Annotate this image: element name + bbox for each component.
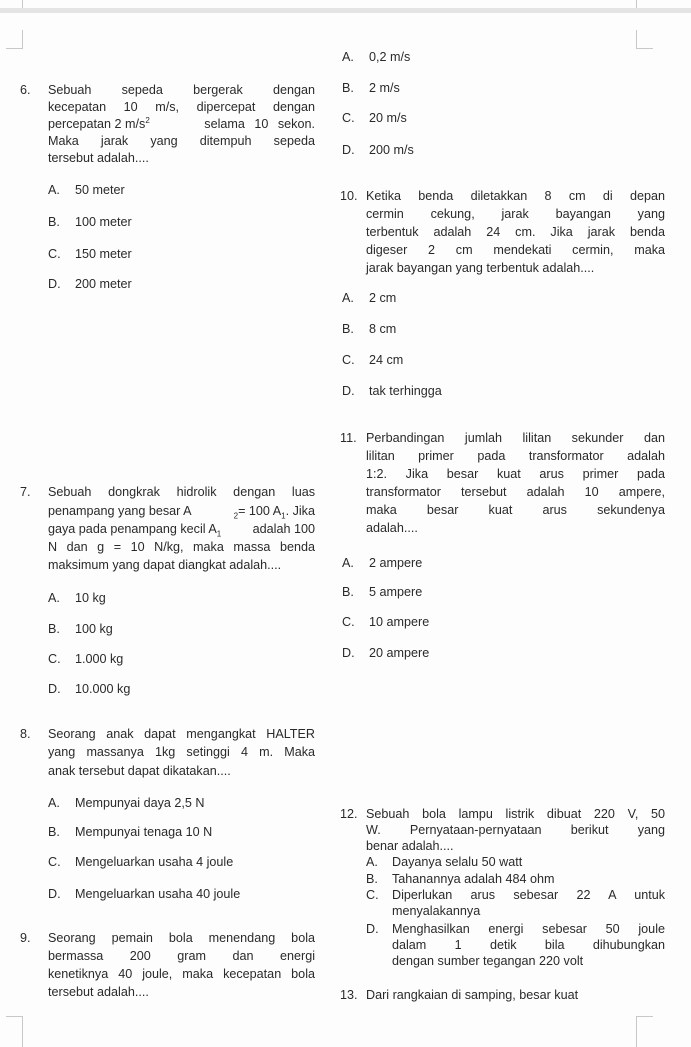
option-d[interactable]: [48, 276, 132, 292]
question-line: Seorang pemain bola menendang bola: [48, 931, 315, 945]
crop-mark: [6, 1016, 23, 1047]
option-letter: B.: [366, 872, 378, 886]
option-letter: D.: [48, 887, 61, 901]
option-text: 100 kg: [75, 622, 113, 636]
option-a[interactable]: [48, 182, 125, 198]
option-letter: B.: [342, 81, 354, 95]
option-letter: D.: [48, 682, 61, 696]
option-d[interactable]: [342, 645, 429, 661]
crop-mark: [636, 0, 637, 8]
question-line: yang massanya 1kg setinggi 4 m. Maka: [48, 745, 315, 759]
option-letter: C.: [342, 111, 355, 125]
crop-mark: [22, 0, 23, 8]
option-letter: C.: [48, 652, 61, 666]
option-text: 2 cm: [369, 291, 397, 305]
crop-mark: [6, 30, 23, 49]
option-letter: D.: [366, 922, 379, 936]
option-letter: C.: [342, 615, 355, 629]
question-line: maksimum yang dapat diangkat adalah....: [48, 558, 282, 572]
option-letter: B.: [48, 622, 60, 636]
option-b[interactable]: [342, 584, 422, 600]
option-c[interactable]: [48, 651, 123, 667]
option-a[interactable]: [342, 555, 422, 571]
question-line: Dari rangkaian di samping, besar kuat: [366, 988, 579, 1002]
option-text: Menghasilkan energi sebesar 50 joule: [392, 922, 665, 936]
text: adalah 100: [252, 522, 315, 536]
option-letter: A.: [48, 796, 60, 810]
option-d[interactable]: [48, 681, 130, 697]
subscript: 1: [281, 511, 286, 521]
question-line: Sebuah bola lampu listrik dibuat 220 V, 50: [366, 807, 665, 821]
question-line: benar adalah....: [366, 839, 454, 853]
option-c[interactable]: [342, 352, 403, 368]
page-edge: [0, 8, 691, 13]
question-line: bermassa 200 gram dan energi: [48, 949, 315, 963]
option-letter: D.: [342, 384, 355, 398]
option-letter: D.: [342, 646, 355, 660]
option-letter: C.: [48, 855, 61, 869]
option-text: dalam 1 detik bila dihubungkan: [392, 938, 665, 952]
question-line: tersebut adalah....: [48, 985, 149, 999]
option-text: 50 meter: [75, 183, 125, 197]
question-line: Seorang anak dapat mengangkat HALTER: [48, 727, 315, 741]
option-letter: A.: [48, 591, 60, 605]
question-line: digeser 2 cm mendekati cermin, maka: [366, 243, 665, 257]
question-line: lilitan primer pada transformator adalah: [366, 449, 665, 463]
option-letter: B.: [48, 825, 60, 839]
option-c[interactable]: [48, 854, 233, 870]
text: selama 10 sekon.: [204, 117, 315, 131]
question-line: [48, 116, 315, 132]
question-line: Maka jarak yang ditempuh sepeda: [48, 134, 315, 148]
option-text: 2 m/s: [369, 81, 400, 95]
question-line: N dan g = 10 N/kg, maka massa benda: [48, 540, 315, 554]
option-text: 1.000 kg: [75, 652, 124, 666]
question-line: W. Pernyataan-pernyataan berikut yang: [366, 823, 665, 837]
option-text: 20 ampere: [369, 646, 430, 660]
option-text: menyalakannya: [392, 904, 481, 918]
question-line: Sebuah sepeda bergerak dengan: [48, 83, 315, 97]
option-letter: C.: [342, 353, 355, 367]
option-text: 8 cm: [369, 322, 397, 336]
option-a[interactable]: [342, 290, 396, 306]
option-b[interactable]: [342, 80, 400, 96]
text: percepatan 2 m/s: [48, 117, 146, 131]
option-letter: C.: [366, 888, 379, 902]
option-letter: A.: [342, 291, 354, 305]
option-letter: A.: [366, 855, 378, 869]
question-number: 9.: [20, 931, 31, 945]
option-text: 24 cm: [369, 353, 404, 367]
question-number: 10.: [340, 189, 358, 203]
option-text: 10.000 kg: [75, 682, 131, 696]
option-a[interactable]: [48, 590, 106, 606]
option-c[interactable]: [342, 614, 429, 630]
question-line: kenetiknya 40 joule, maka kecepatan bola: [48, 967, 315, 981]
question-number: 7.: [20, 485, 31, 499]
option-text: Tahanannya adalah 484 ohm: [392, 872, 555, 886]
text: . Jika: [285, 504, 315, 518]
question-number: 13.: [340, 988, 358, 1002]
question-line: Sebuah dongkrak hidrolik dengan luas: [48, 485, 315, 499]
option-text: Dayanya selalu 50 watt: [392, 855, 523, 869]
question-line: Perbandingan jumlah lilitan sekunder dan: [366, 431, 665, 445]
option-c[interactable]: [48, 246, 132, 262]
option-d[interactable]: [342, 142, 414, 158]
question-number: 6.: [20, 83, 31, 97]
superscript: 2: [145, 115, 150, 125]
subscript: 2: [233, 511, 239, 521]
option-text: Mempunyai daya 2,5 N: [75, 796, 205, 810]
option-text: Mengeluarkan usaha 4 joule: [75, 855, 234, 869]
option-d[interactable]: [342, 383, 442, 399]
text: = 100 A: [238, 504, 282, 518]
option-text: 2 ampere: [369, 556, 423, 570]
option-text: 10 kg: [75, 591, 106, 605]
question-line: cermin cekung, jarak bayangan yang: [366, 207, 665, 221]
option-letter: C.: [48, 247, 61, 261]
question-line: maka besar kuat arus sekundenya: [366, 503, 665, 517]
option-text: 200 meter: [75, 277, 132, 291]
option-b[interactable]: [342, 321, 396, 337]
question-line: 1:2. Jika besar kuat arus primer pada: [366, 467, 665, 481]
text: penampang yang besar A: [48, 504, 192, 518]
option-letter: A.: [342, 556, 354, 570]
option-letter: B.: [342, 585, 354, 599]
crop-mark: [636, 30, 653, 49]
question-line: adalah....: [366, 521, 418, 535]
question-line: Ketika benda diletakkan 8 cm di depan: [366, 189, 665, 203]
question-line: jarak bayangan yang terbentuk adalah....: [366, 261, 595, 275]
option-b[interactable]: [48, 621, 113, 637]
option-a[interactable]: [48, 795, 205, 811]
option-b[interactable]: [48, 824, 212, 840]
question-line: anak tersebut dapat dikatakan....: [48, 764, 231, 778]
option-letter: B.: [342, 322, 354, 336]
text: gaya pada penampang kecil A: [48, 522, 217, 536]
question-number: 12.: [340, 807, 358, 821]
option-text: 200 m/s: [369, 143, 414, 157]
question-line: transformator tersebut adalah 10 ampere,: [366, 485, 665, 499]
crop-mark: [636, 1016, 653, 1047]
question-line: terbentuk adalah 24 cm. Jika jarak benda: [366, 225, 665, 239]
option-c[interactable]: [342, 110, 407, 126]
option-d[interactable]: [48, 886, 240, 902]
option-text: 20 m/s: [369, 111, 407, 125]
question-line: kecepatan 10 m/s, dipercepat dengan: [48, 100, 315, 114]
option-text: 0,2 m/s: [369, 50, 411, 64]
option-text: tak terhingga: [369, 384, 442, 398]
option-letter: A.: [342, 50, 354, 64]
question-number: 8.: [20, 727, 31, 741]
question-number: 11.: [340, 431, 357, 445]
option-text: 100 meter: [75, 215, 132, 229]
option-a[interactable]: [342, 49, 410, 65]
option-text: Mempunyai tenaga 10 N: [75, 825, 213, 839]
option-text: 5 ampere: [369, 585, 423, 599]
option-letter: B.: [48, 215, 60, 229]
option-b[interactable]: [48, 214, 132, 230]
question-line: [48, 503, 315, 519]
subscript: 1: [216, 529, 222, 539]
option-letter: A.: [48, 183, 60, 197]
option-text: 150 meter: [75, 247, 132, 261]
option-letter: D.: [48, 277, 61, 291]
question-line: tersebut adalah....: [48, 151, 149, 165]
option-text: dengan sumber tegangan 220 volt: [392, 954, 584, 968]
option-text: Mengeluarkan usaha 40 joule: [75, 887, 241, 901]
option-text: Diperlukan arus sebesar 22 A untuk: [392, 888, 665, 902]
option-text: 10 ampere: [369, 615, 430, 629]
question-line: [48, 521, 315, 537]
option-letter: D.: [342, 143, 355, 157]
